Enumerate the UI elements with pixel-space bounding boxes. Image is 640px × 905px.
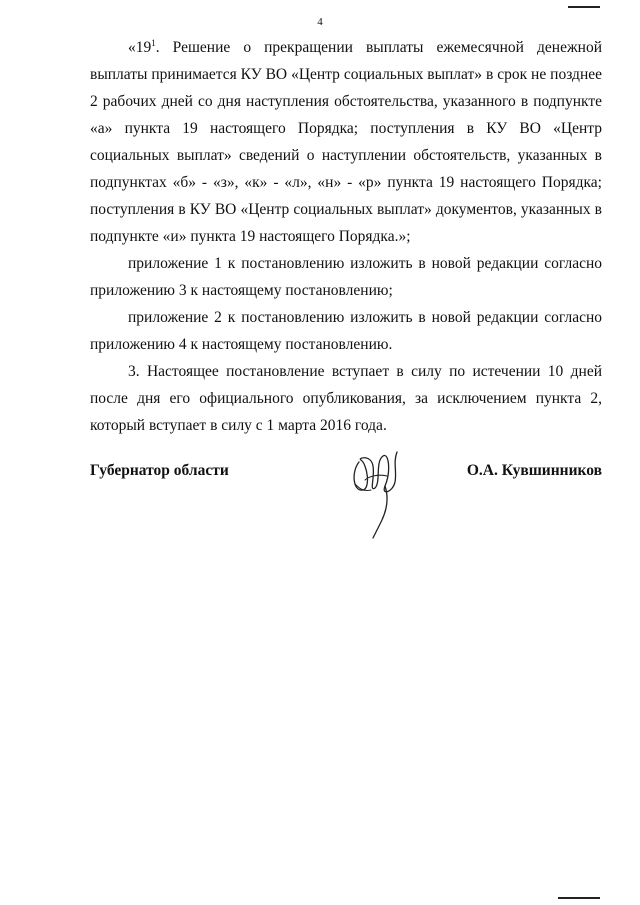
paragraph-appendix-2: приложение 2 к постановлению изложить в новой редакции согласно приложению 4 к настоящему постановлению. (90, 309, 602, 353)
signer-name: О.А. Кувшинников (466, 462, 602, 479)
document-body (90, 34, 602, 439)
signature-block (90, 462, 602, 552)
scan-mark-bottom (558, 897, 600, 899)
page-number: 4 (317, 16, 323, 28)
paragraph-effective-date: 3. Настоящее постановление вступает в силу по истечении 10 дней после дня его официального опубликования, за исключением пункта 2, который вступает в силу с 1 марта 2016 года. (90, 363, 602, 434)
paragraph-1-text: . Решение о прекращении выплаты ежемесячной денежной выплаты принимается КУ ВО «Центр социальных выплат» в срок не позднее 2 рабочих дней со дня наступления обстоятельства, указанного в подпункте «а» пункта 19 настоящего Порядка; поступления в КУ ВО «Центр социальных выплат» сведений о наступлении обстоятельств, указанных в подпунктах «б» - «з», «к» - «л», «н» - «р» пункта 19 настоящего Порядка; поступления в КУ ВО «Центр социальных выплат» документов, указанных в подпункте «и» пункта 19 настоящего Порядка.»; (90, 39, 602, 245)
paragraph-decision-termination (90, 34, 602, 250)
handwritten-signature (345, 442, 405, 542)
superscript-marker: 1 (151, 38, 156, 48)
paragraph-appendix-1: приложение 1 к постановлению изложить в новой редакции согласно приложению 3 к настоящему постановлению; (90, 255, 602, 299)
paragraph-1-start: «19 (128, 39, 152, 56)
signer-title: Губернатор области (90, 462, 229, 479)
scan-mark-top (568, 6, 600, 8)
